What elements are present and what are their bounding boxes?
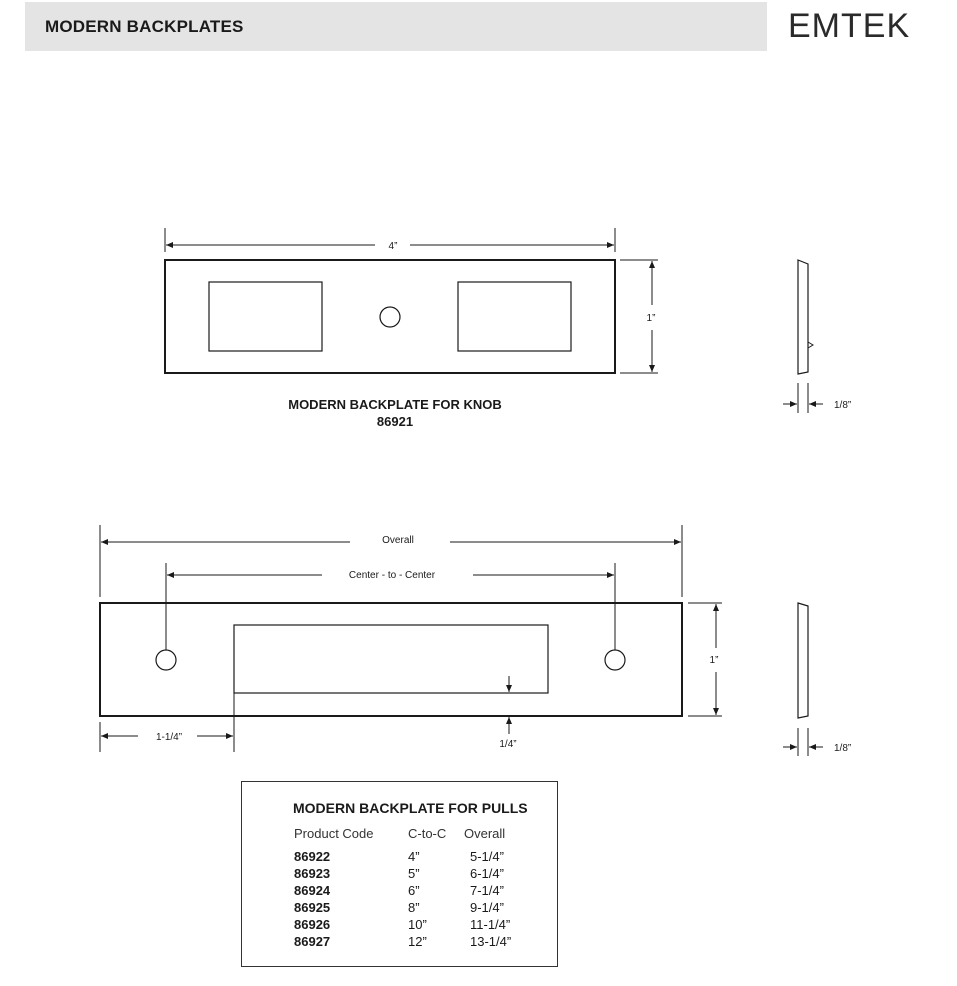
table-row xyxy=(242,900,557,917)
table-row xyxy=(242,934,557,951)
overall-value: 6-1/4” xyxy=(470,866,504,881)
pull-thickness-label: 1/8” xyxy=(834,743,852,754)
pull-overall-label: Overall xyxy=(382,535,414,546)
spec-table-title: MODERN BACKPLATE FOR PULLS xyxy=(293,800,528,816)
ctc-value: 5” xyxy=(408,866,420,881)
header-ctc: C-to-C xyxy=(408,826,447,841)
product-code: 86925 xyxy=(294,900,331,915)
product-code: 86923 xyxy=(294,866,331,881)
knob-caption-title: MODERN BACKPLATE FOR KNOB xyxy=(288,397,502,412)
ctc-value: 6” xyxy=(408,883,420,898)
knob-height-label: 1” xyxy=(646,313,656,324)
overall-value: 13-1/4” xyxy=(470,934,512,949)
pull-offset-label: 1/4” xyxy=(499,739,517,750)
product-code: 86926 xyxy=(294,917,331,932)
table-row xyxy=(242,866,557,883)
knob-right-cutout xyxy=(458,282,571,351)
knob-caption xyxy=(245,397,545,429)
ctc-value: 10” xyxy=(408,917,427,932)
table-row xyxy=(242,849,557,866)
product-code: 86927 xyxy=(294,934,331,949)
knob-left-cutout xyxy=(209,282,322,351)
table-row xyxy=(242,917,557,934)
product-code: 86922 xyxy=(294,849,331,864)
pull-side-profile xyxy=(798,603,808,718)
pull-height-label: 1” xyxy=(709,655,719,666)
knob-caption-code: 86921 xyxy=(376,414,414,429)
table-row xyxy=(242,883,557,900)
brand-logo: EMTEK xyxy=(788,7,911,45)
knob-backplate-drawing xyxy=(165,228,823,413)
pull-edge-label: 1-1/4” xyxy=(155,732,183,743)
pull-center-cutout xyxy=(234,625,548,693)
knob-side-profile xyxy=(798,260,808,374)
ctc-value: 12” xyxy=(408,934,427,949)
knob-plate-outline xyxy=(165,260,615,373)
header-product-code: Product Code xyxy=(294,826,374,841)
knob-thickness-label: 1/8” xyxy=(834,400,852,411)
knob-width-label: 4” xyxy=(388,241,398,252)
product-code: 86924 xyxy=(294,883,331,898)
overall-value: 11-1/4” xyxy=(470,917,511,932)
overall-value: 9-1/4” xyxy=(470,900,504,915)
knob-center-hole xyxy=(380,307,400,327)
pull-right-hole xyxy=(605,650,625,670)
overall-value: 5-1/4” xyxy=(470,849,504,864)
pull-left-hole xyxy=(156,650,176,670)
pull-ctc-label: Center - to - Center xyxy=(348,570,436,581)
overall-value: 7-1/4” xyxy=(470,883,504,898)
pull-plate-outline xyxy=(100,603,682,716)
pull-backplate-drawing xyxy=(100,525,823,756)
header-overall: Overall xyxy=(464,826,506,841)
pulls-spec-table xyxy=(241,781,558,967)
page-title: MODERN BACKPLATES xyxy=(45,17,244,36)
ctc-value: 4” xyxy=(408,849,420,864)
ctc-value: 8” xyxy=(408,900,420,915)
